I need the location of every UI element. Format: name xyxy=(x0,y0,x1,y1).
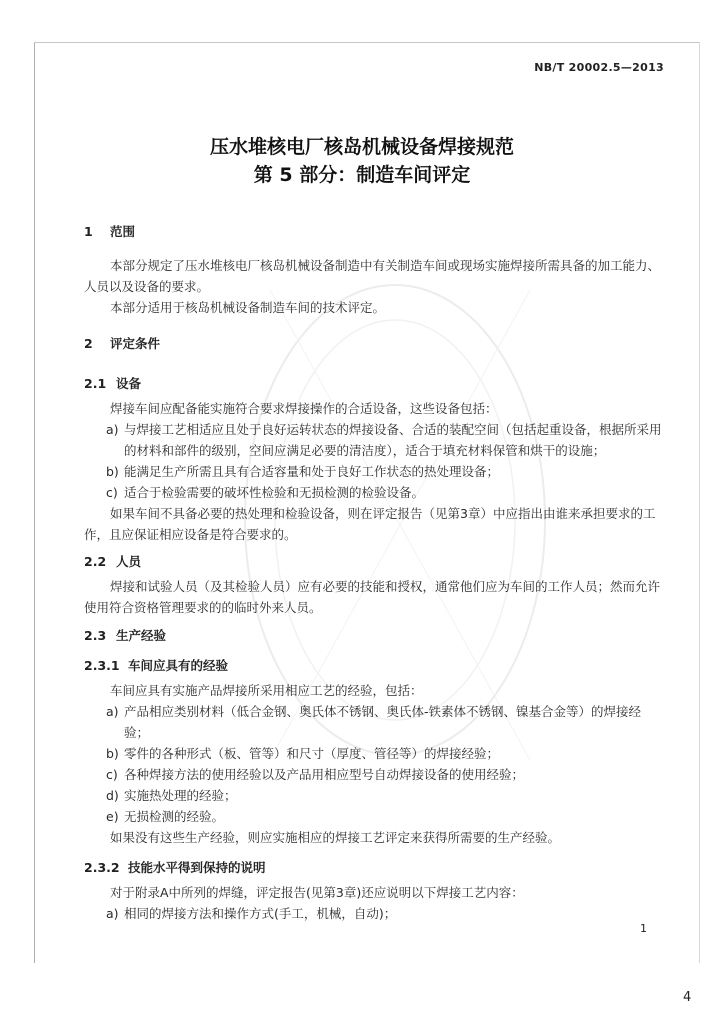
list-item: b) 零件的各种形式（板、管等）和尺寸（厚度、管径等）的焊接经验； xyxy=(106,746,500,761)
paragraph-equipment-intro: 焊接车间应配备能实施符合要求焊接操作的合适设备，这些设备包括： xyxy=(110,401,498,416)
document-title: 压水堆核电厂核岛机械设备焊接规范 xyxy=(209,136,514,158)
list-item: a) 相同的焊接方法和操作方式(手工，机械，自动)； xyxy=(106,906,397,921)
list-item: a) 产品相应类别材料（低合金钢、奥氏体不锈钢、奥氏体-铁素体不锈钢、镍基合金等）的焊接经验； xyxy=(106,704,642,740)
list-item: a) 与焊接工艺相适应且处于良好运转状态的焊接设备、合适的装配空间（包括起重设备，根据所采用的材料和部件的级别，空间应满足必要的清洁度），适合于填充材料保管和烘干的设施； xyxy=(106,422,662,458)
paragraph-scope-1: 本部分规定了压水堆核电厂核岛机械设备制造中有关制造车间或现场实施焊接所需具备的加工能力、人员以及设备的要求。 xyxy=(84,258,661,294)
section-heading-2-1: 2.1 设备 xyxy=(84,376,142,391)
page-number-outer: 4 xyxy=(683,990,692,1005)
paragraph-experience-closing: 如果没有这些生产经验，则应实施相应的焊接工艺评定来获得所需要的生产经验。 xyxy=(110,830,561,845)
section-heading-2: 2 评定条件 xyxy=(84,336,161,351)
standard-code: NB/T 20002.5—2013 xyxy=(534,61,664,74)
paragraph-scope-2: 本部分适用于核岛机械设备制造车间的技术评定。 xyxy=(110,300,386,315)
paragraph-personnel: 焊接和试验人员（及其检验人员）应有必要的技能和授权，通常他们应为车间的工作人员；然而允许使用符合资格管理要求的的临时外来人员。 xyxy=(84,579,661,615)
list-item: c) 各种焊接方法的使用经验以及产品用相应型号自动焊接设备的使用经验； xyxy=(106,767,525,782)
list-item: c) 适合于检验需要的破坏性检验和无损检测的检验设备。 xyxy=(106,485,425,500)
list-item: d) 实施热处理的经验； xyxy=(106,788,237,803)
section-heading-1: 1 范围 xyxy=(84,224,136,239)
section-heading-2-2: 2.2 人员 xyxy=(84,554,142,569)
list-item: e) 无损检测的经验。 xyxy=(106,809,225,824)
document-subtitle: 第 5 部分：制造车间评定 xyxy=(253,164,471,186)
section-heading-2-3-1: 2.3.1 车间应具有的经验 xyxy=(84,658,229,673)
paragraph-experience-intro: 车间应具有实施产品焊接所采用相应工艺的经验，包括： xyxy=(110,683,423,698)
section-heading-2-3: 2.3 生产经验 xyxy=(84,628,167,643)
paragraph-equipment-closing: 如果车间不具备必要的热处理和检验设备，则在评定报告（见第3章）中应指出由谁来承担要求的工作，且应保证相应设备是符合要求的。 xyxy=(84,506,656,542)
list-item: b) 能满足生产所需且具有合适容量和处于良好工作状态的热处理设备； xyxy=(106,464,500,479)
page-number-inner: 1 xyxy=(640,922,647,935)
paragraph-skill-intro: 对于附录A中所列的焊缝，评定报告(见第3章)还应说明以下焊接工艺内容： xyxy=(110,885,524,900)
section-heading-2-3-2: 2.3.2 技能水平得到保持的说明 xyxy=(84,860,266,875)
